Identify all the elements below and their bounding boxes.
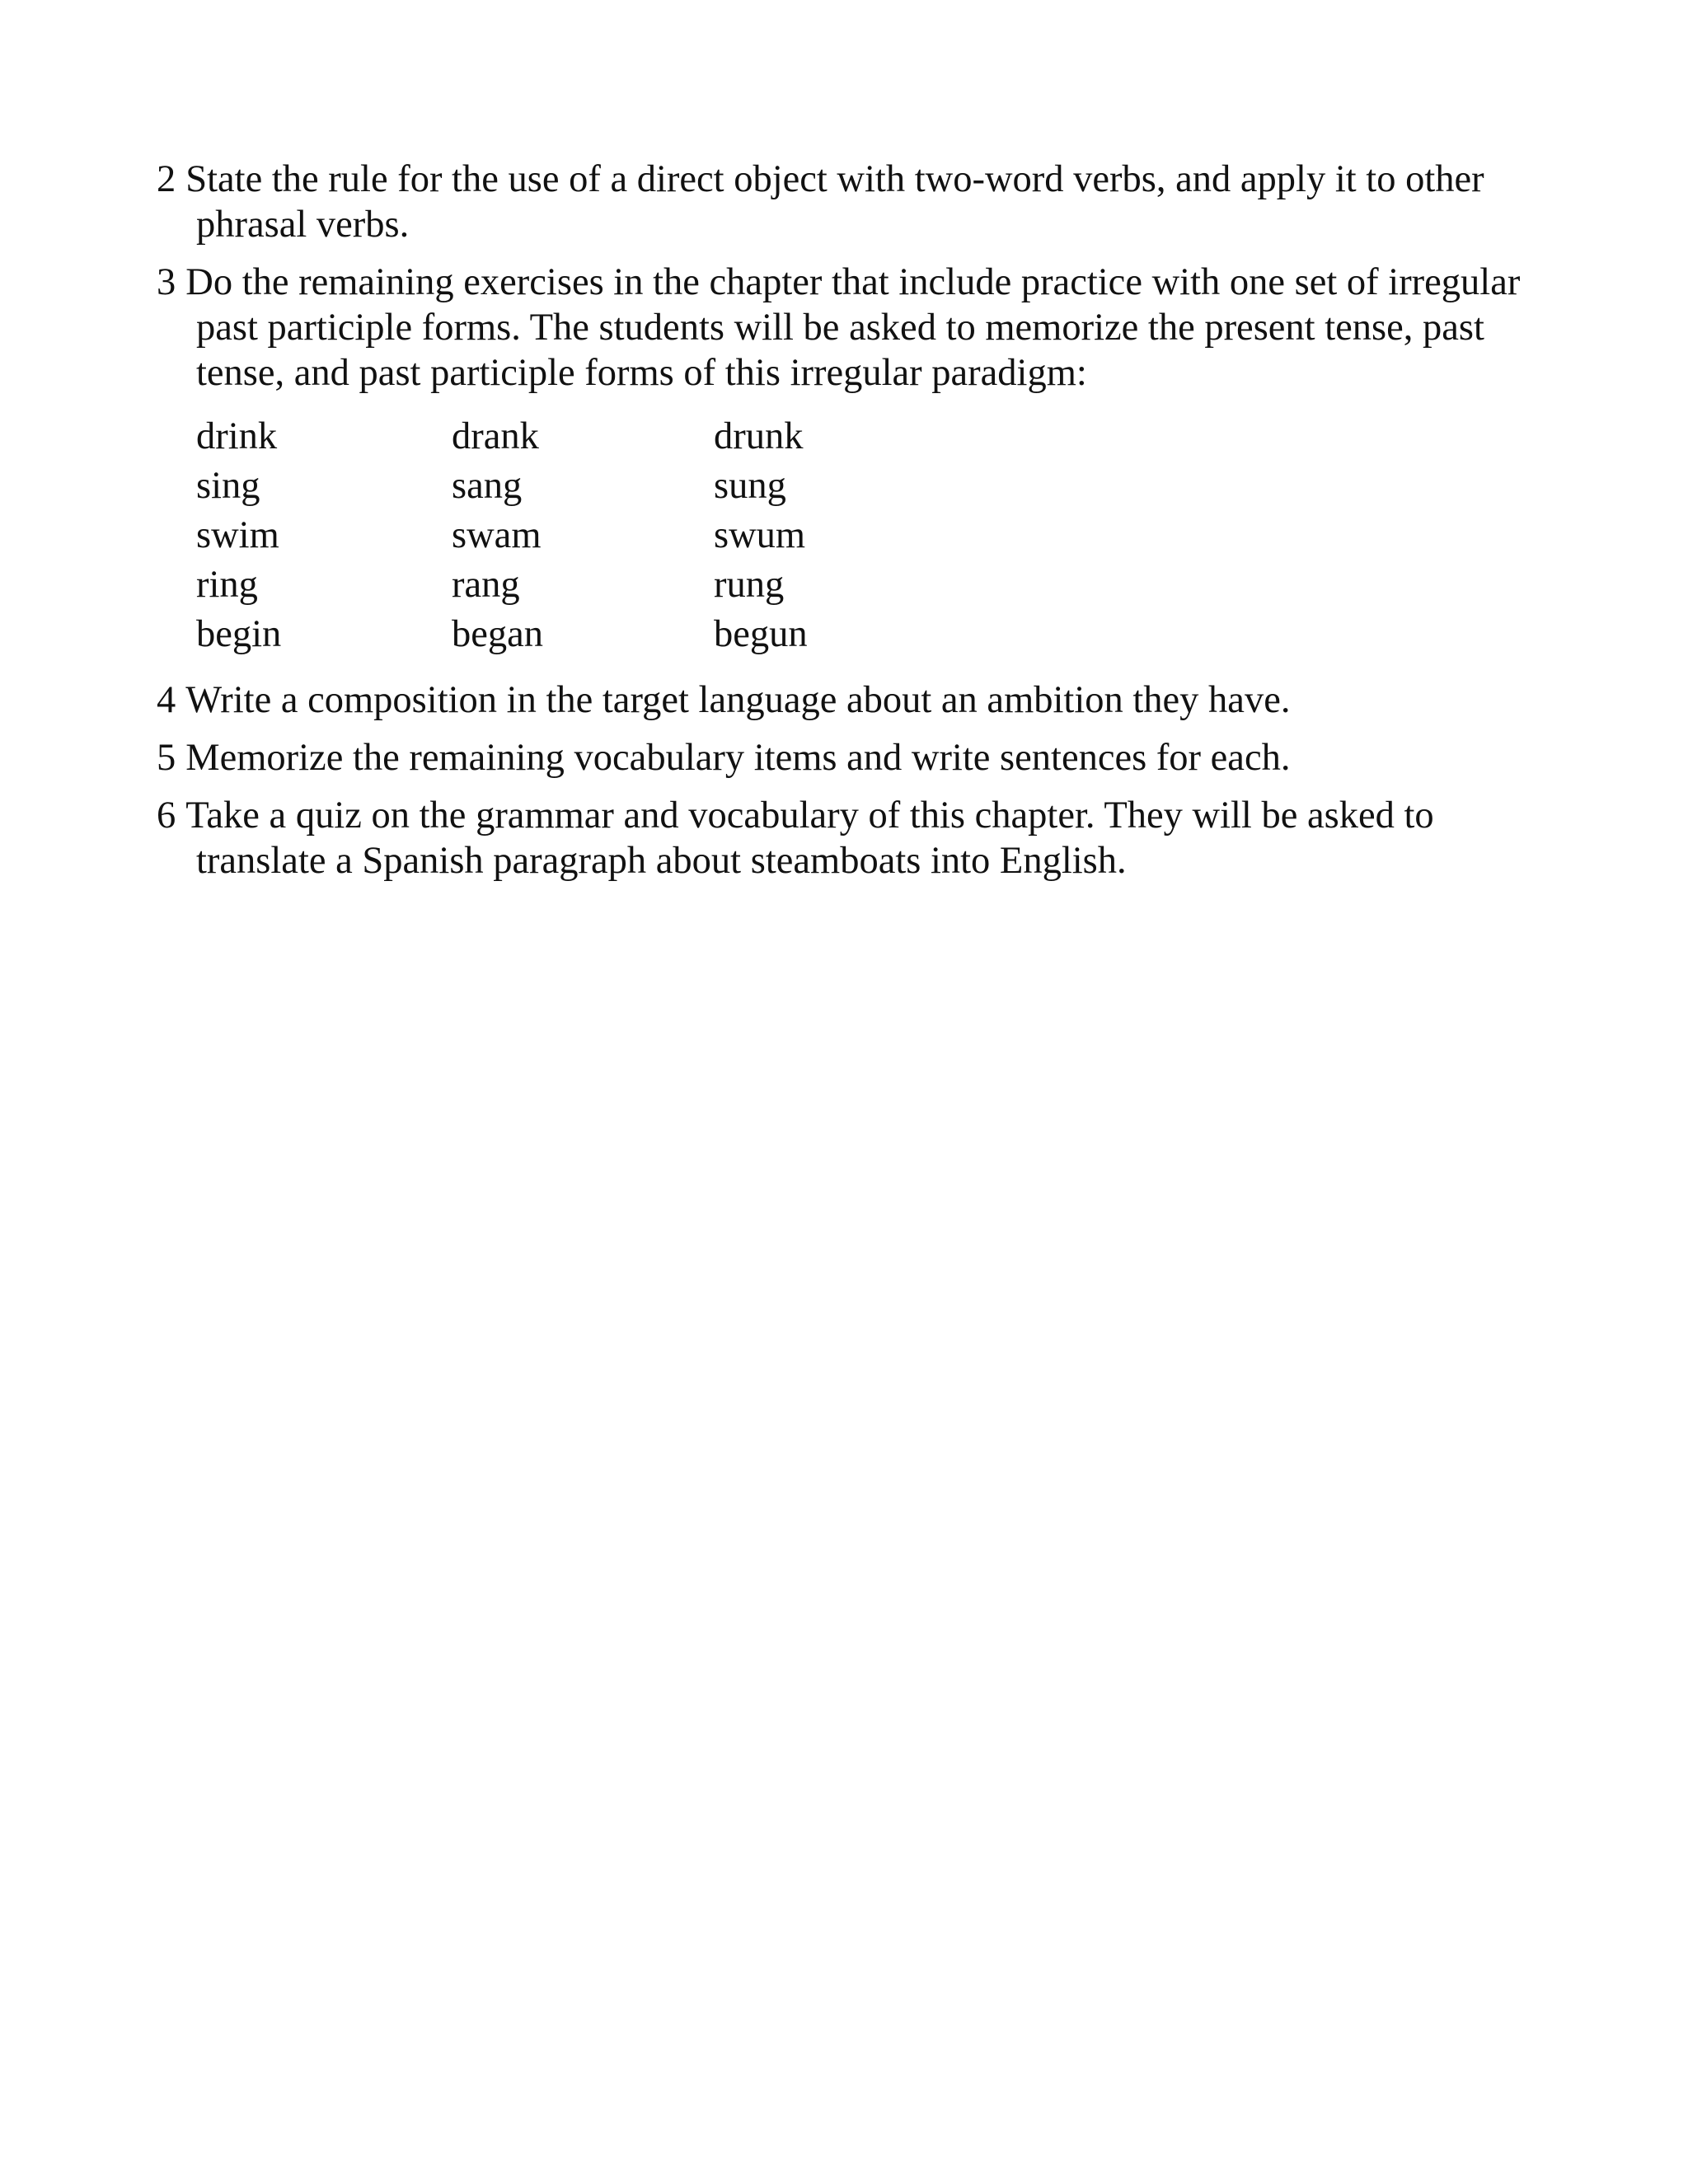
- present-form: begin: [196, 613, 282, 655]
- past-participle-form: swum: [714, 514, 806, 556]
- item-text: Take a quiz on the grammar and vocabulary of this chapter. They will be asked to translate a Spanish paragraph about steamboats into English.: [185, 794, 1434, 882]
- item-number: 4: [157, 679, 176, 721]
- list-item-3: [157, 260, 1558, 396]
- item-number: 3: [157, 261, 176, 303]
- past-participle-form: rung: [714, 564, 785, 606]
- verb-row: [196, 511, 1558, 560]
- past-participle-form: drunk: [714, 415, 804, 457]
- present-form: ring: [196, 564, 258, 606]
- item-text: Write a composition in the target language about an ambition they have.: [185, 679, 1291, 721]
- present-form: drink: [196, 415, 278, 457]
- verb-row: [196, 560, 1558, 610]
- item-number: 6: [157, 794, 176, 837]
- item-text: State the rule for the use of a direct object with two-word verbs, and apply it to other phrasal verbs.: [185, 158, 1484, 246]
- list-item-2: [157, 157, 1558, 247]
- verb-row: [196, 412, 1558, 462]
- present-form: sing: [196, 465, 260, 507]
- past-participle-form: begun: [714, 613, 808, 655]
- past-form: sang: [452, 465, 523, 507]
- past-participle-form: sung: [714, 465, 786, 507]
- verb-row: [196, 462, 1558, 511]
- list-item-4: [157, 677, 1558, 723]
- past-form: rang: [452, 564, 520, 606]
- verb-paradigm-table: [196, 412, 1558, 659]
- present-form: swim: [196, 514, 279, 556]
- document-content: [157, 157, 1558, 896]
- past-form: swam: [452, 514, 542, 556]
- item-text: Do the remaining exercises in the chapter that include practice with one set of irregular past participle forms. The students will be asked to memorize the present tense, past tense, and past participle forms of this irregular paradigm:: [185, 261, 1521, 394]
- item-number: 5: [157, 737, 176, 779]
- list-item-5: [157, 735, 1558, 780]
- item-number: 2: [157, 158, 176, 200]
- item-text: Memorize the remaining vocabulary items and write sentences for each.: [185, 737, 1291, 779]
- past-form: began: [452, 613, 544, 655]
- list-item-6: [157, 793, 1558, 883]
- verb-row: [196, 610, 1558, 659]
- past-form: drank: [452, 415, 539, 457]
